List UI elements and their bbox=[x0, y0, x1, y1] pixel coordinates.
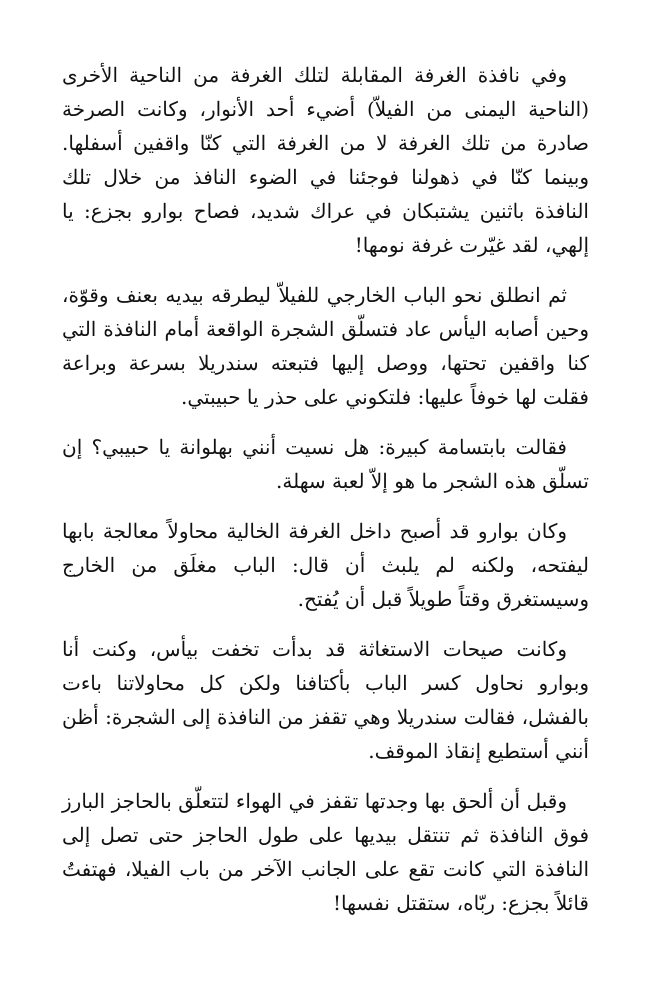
book-page bbox=[62, 58, 589, 936]
paragraph-5: وكانت صيحات الاستغاثة قد بدأت تخفت بيأس، وكنت أنا وبوارو نحاول كسر الباب بأكتافنا ولكن كل محاولاتنا باءت بالفشل، فقالت سندريلا وهي تقفز من النافذة إلى الشجرة: أظن أنني أستطيع إنقاذ الموقف. bbox=[62, 637, 589, 763]
paragraph-4: وكان بوارو قد أصبح داخل الغرفة الخالية محاولاً معالجة بابها ليفتحه، ولكنه لم يلبث أن قال: الباب مغلَق من الخارج وسيستغرق وقتاً طويلاً قبل أن يُفتح. bbox=[62, 519, 589, 611]
paragraph-2: ثم انطلق نحو الباب الخارجي للفيلاّ ليطرقه بيديه بعنف وقوّة، وحين أصابه اليأس عاد فتسلّق الشجرة الواقعة أمام النافذة التي كنا واقفين تحتها، ووصل إليها فتبعته سندريلا بسرعة وبراعة فقلت لها خوفاً عليها: فلتكوني على حذر يا حبيبتي. bbox=[62, 283, 589, 409]
paragraph-3: فقالت بابتسامة كبيرة: هل نسيت أنني بهلوانة يا حبيبي؟ إن تسلّق هذه الشجر ما هو إلاّ لعبة سهلة. bbox=[62, 435, 589, 493]
paragraph-1: وفي نافذة الغرفة المقابلة لتلك الغرفة من الناحية الأخرى (الناحية اليمنى من الفيلاّ) أضيء أحد الأنوار، وكانت الصرخة صادرة من تلك الغرفة لا من الغرفة التي كنّا واقفين أسفلها. وبينما كنّا في ذهولنا فوجئنا في الضوء النافذ من خلال تلك النافذة باثنين يشتبكان في عراك شديد، فصاح بوارو بجزع: يا إلهي، لقد غيّرت غرفة نومها! bbox=[62, 63, 589, 257]
paragraph-6: وقبل أن ألحق بها وجدتها تقفز في الهواء لتتعلّق بالحاجز البارز فوق النافذة ثم تنتقل بيديها على طول الحاجز حتى تصل إلى النافذة التي كانت تقع على الجانب الآخر من باب الفيلا، فهتفتُ قائلاً بجزع: ربّاه، ستقتل نفسها! bbox=[62, 789, 589, 915]
